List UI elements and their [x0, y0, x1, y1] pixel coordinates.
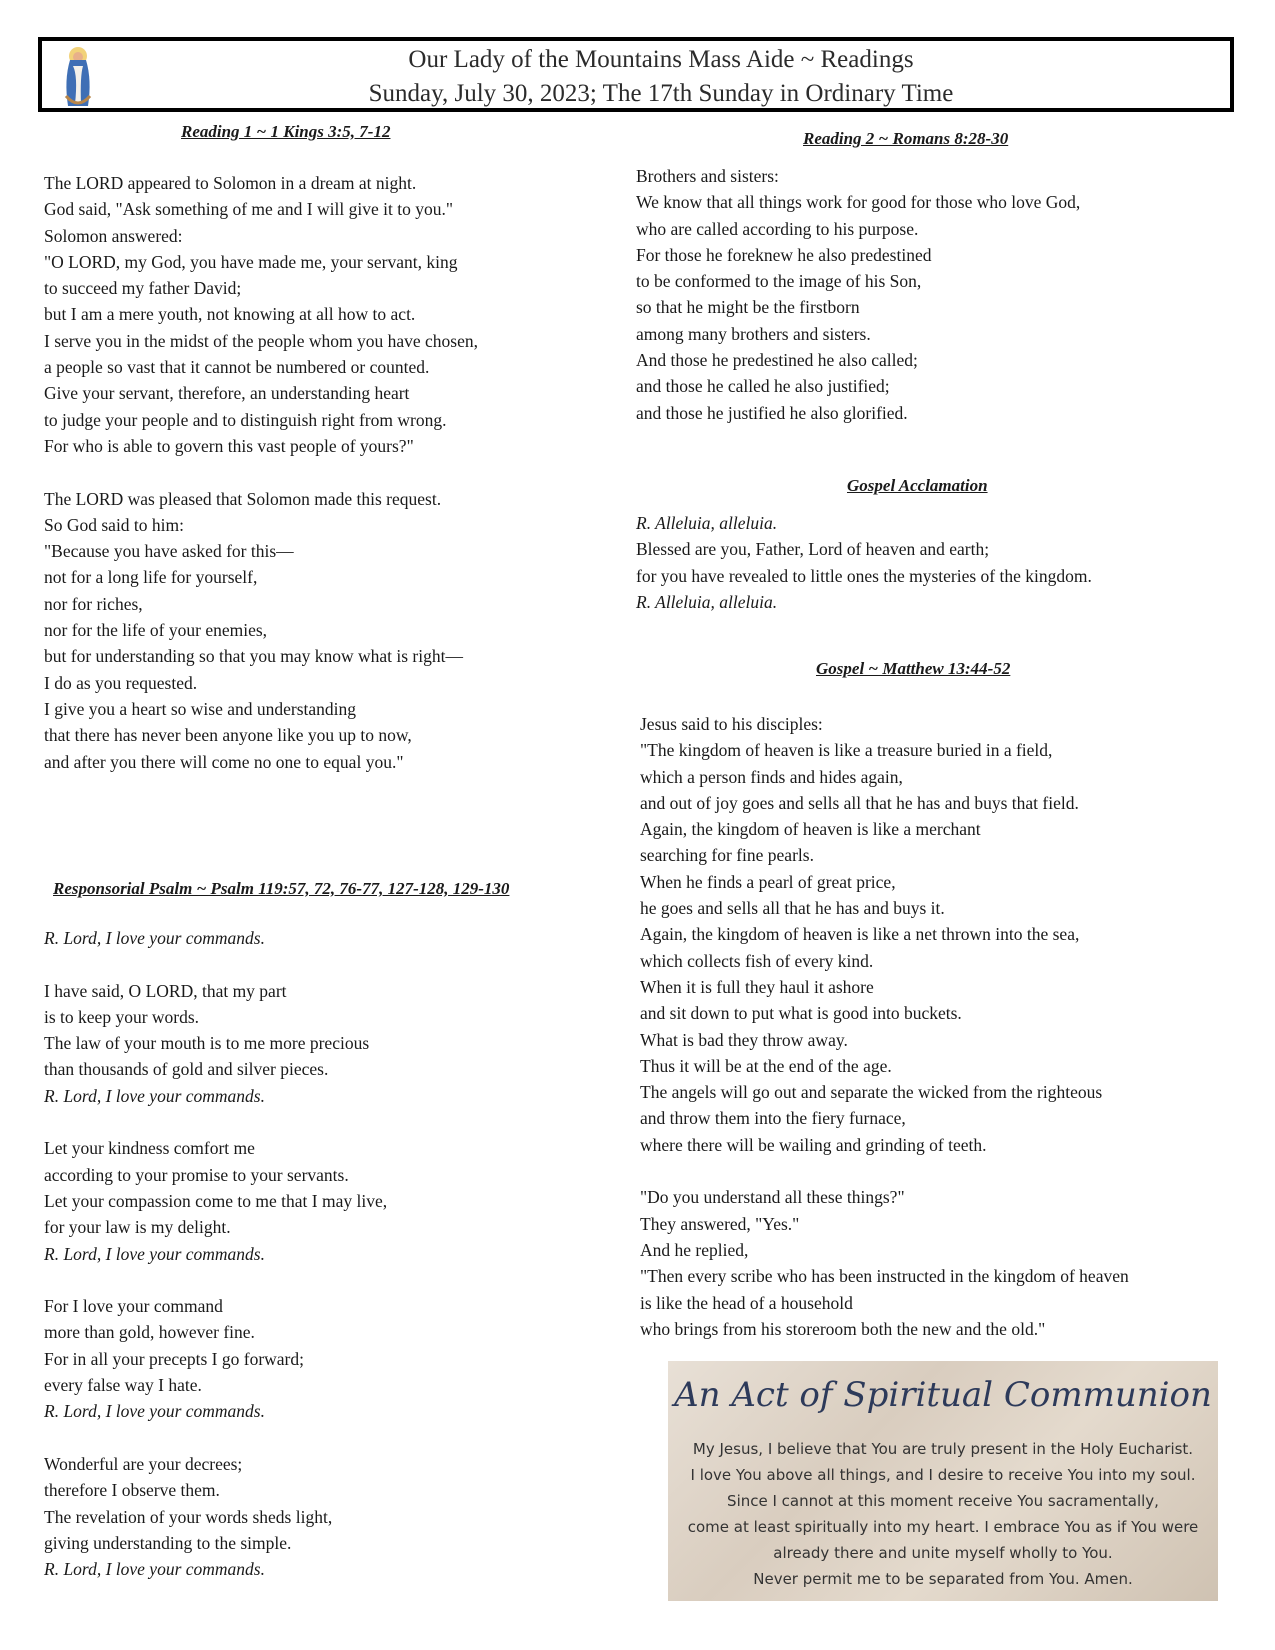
stanza-gap — [44, 1109, 387, 1135]
psalm-response: R. Lord, I love your commands. — [44, 1559, 265, 1580]
text-line: nor for riches, — [44, 593, 143, 614]
text-line: The revelation of your words sheds light, — [44, 1506, 333, 1527]
text-line: "Do you understand all these things?" — [640, 1187, 905, 1208]
psalm-response: R. Lord, I love your commands. — [44, 1243, 265, 1264]
text-line: For who is able to govern this vast people of yours?" — [44, 435, 414, 456]
text-line: God said, "Ask something of me and I will give it to you." — [44, 199, 453, 220]
text-line: and those he called he also justified; — [636, 376, 890, 397]
text-line: and those he justified he also glorified. — [636, 402, 908, 423]
text-line: They answered, "Yes." — [640, 1213, 800, 1234]
text-line: to be conformed to the image of his Son, — [636, 271, 922, 292]
psalm-response: R. Lord, I love your commands. — [44, 928, 265, 948]
psalm-response: R. Lord, I love your commands. — [44, 1085, 265, 1106]
text-line: Jesus said to his disciples: — [640, 714, 823, 734]
text-line: for your law is my delight. — [44, 1217, 231, 1238]
page-header — [38, 37, 1234, 112]
text-line: therefore I observe them. — [44, 1480, 220, 1501]
text-line: Again, the kingdom of heaven is like a net thrown into the sea, — [640, 924, 1080, 945]
text-line: I serve you in the midst of the people whom you have chosen, — [44, 330, 478, 351]
text-line: Brothers and sisters: — [636, 166, 779, 186]
acclamation-text — [636, 510, 1092, 615]
text-line: who are called according to his purpose. — [636, 218, 919, 239]
header-subtitle: Sunday, July 30, 2023; The 17th Sunday in Ordinary Time — [368, 80, 954, 107]
card-body — [668, 1436, 1218, 1592]
text-line: so that he might be the firstborn — [636, 297, 860, 318]
text-line: And he replied, — [640, 1239, 749, 1260]
text-line: "O LORD, my God, you have made me, your servant, king — [44, 251, 458, 272]
reading1-heading: Reading 1 ~ 1 Kings 3:5, 7-12 — [181, 122, 391, 141]
text-line: Let your compassion come to me that I may live, — [44, 1190, 388, 1211]
text-line: to succeed my father David; — [44, 278, 242, 299]
text-line: We know that all things work for good for those who love God, — [636, 192, 1081, 213]
reading1-text — [44, 170, 478, 775]
text-line: but for understanding so that you may know what is right— — [44, 646, 463, 667]
text-line: every false way I hate. — [44, 1375, 202, 1396]
acclamation-response: R. Alleluia, alleluia. — [636, 513, 778, 533]
text-line: "The kingdom of heaven is like a treasure buried in a field, — [640, 740, 1053, 761]
psalm-heading: Responsorial Psalm ~ Psalm 119:57, 72, 76-77, 127-128, 129-130 — [53, 879, 510, 898]
text-line: And those he predestined he also called; — [636, 350, 918, 371]
text-line: The law of your mouth is to me more precious — [44, 1033, 370, 1054]
text-line: he goes and sells all that he has and buys it. — [640, 898, 945, 919]
card-line: My Jesus, I believe that You are truly present in the Holy Eucharist. — [692, 1440, 1194, 1458]
gospel-heading: Gospel ~ Matthew 13:44-52 — [816, 659, 1011, 678]
header-title: Our Lady of the Mountains Mass Aide ~ Readings — [408, 46, 914, 73]
psalm-text — [44, 925, 387, 1582]
text-line: The angels will go out and separate the wicked from the righteous — [640, 1082, 1103, 1103]
text-line: searching for fine pearls. — [640, 845, 814, 866]
text-line: and after you there will come no one to equal you." — [44, 751, 404, 772]
text-line: For I love your command — [44, 1296, 223, 1317]
text-line: and sit down to put what is good into buckets. — [640, 1003, 962, 1024]
text-line: I do as you requested. — [44, 672, 198, 693]
text-line: which collects fish of every kind. — [640, 950, 874, 971]
text-line: What is bad they throw away. — [640, 1029, 848, 1050]
text-line: than thousands of gold and silver pieces. — [44, 1059, 329, 1080]
text-line: but I am a mere youth, not knowing at all how to act. — [44, 304, 416, 325]
spiritual-communion-card — [668, 1361, 1218, 1601]
text-line: for you have revealed to little ones the mysteries of the kingdom. — [636, 565, 1092, 586]
text-line: For in all your precepts I go forward; — [44, 1348, 304, 1369]
stanza-gap — [44, 1267, 387, 1293]
acclamation-response: R. Alleluia, alleluia. — [636, 591, 778, 612]
text-line: who brings from his storeroom both the new and the old." — [640, 1318, 1046, 1339]
text-line: Wonderful are your decrees; — [44, 1453, 243, 1474]
text-line: Give your servant, therefore, an understanding heart — [44, 383, 410, 404]
reading2-text — [636, 163, 1080, 426]
card-line: Never permit me to be separated from You. Amen. — [753, 1570, 1133, 1588]
text-line: more than gold, however fine. — [44, 1322, 255, 1343]
text-line: which a person finds and hides again, — [640, 766, 903, 787]
acclamation-heading: Gospel Acclamation — [847, 476, 988, 495]
text-line: Thus it will be at the end of the age. — [640, 1055, 892, 1076]
text-line: not for a long life for yourself, — [44, 567, 258, 588]
text-line: according to your promise to your servants. — [44, 1164, 349, 1185]
stanza-gap — [44, 1425, 387, 1451]
text-line: among many brothers and sisters. — [636, 323, 871, 344]
text-line: giving understanding to the simple. — [44, 1532, 292, 1553]
card-line: come at least spiritually into my heart. I embrace You as if You were — [687, 1518, 1199, 1536]
text-line: The LORD appeared to Solomon in a dream at night. — [44, 173, 417, 193]
text-line: where there will be wailing and grinding of teeth. — [640, 1134, 987, 1155]
gospel-text — [640, 711, 1129, 1342]
text-line: to judge your people and to distinguish right from wrong. — [44, 409, 447, 430]
reading2-heading: Reading 2 ~ Romans 8:28-30 — [803, 129, 1009, 148]
text-line: nor for the life of your enemies, — [44, 620, 268, 641]
card-title: An Act of Spiritual Communion — [674, 1375, 1212, 1415]
card-line: already there and unite myself wholly to You. — [773, 1544, 1113, 1562]
text-line: "Because you have asked for this— — [44, 541, 294, 562]
text-line: a people so vast that it cannot be numbered or counted. — [44, 357, 430, 378]
text-line: The LORD was pleased that Solomon made this request. — [44, 488, 442, 509]
text-line: So God said to him: — [44, 514, 185, 535]
text-line: is to keep your words. — [44, 1006, 200, 1027]
stanza-gap — [44, 951, 387, 977]
text-line: and throw them into the fiery furnace, — [640, 1108, 906, 1129]
text-line: When he finds a pearl of great price, — [640, 871, 896, 892]
text-line: When it is full they haul it ashore — [640, 976, 874, 997]
stanza-gap — [640, 1158, 1129, 1184]
card-line: Since I cannot at this moment receive You sacramentally, — [727, 1492, 1159, 1510]
card-line: I love You above all things, and I desire to receive You into my soul. — [690, 1466, 1196, 1484]
text-line: "Then every scribe who has been instructed in the kingdom of heaven — [640, 1266, 1129, 1287]
text-line: I have said, O LORD, that my part — [44, 980, 287, 1001]
text-line: is like the head of a household — [640, 1292, 853, 1313]
text-line: Solomon answered: — [44, 225, 183, 246]
text-line: that there has never been anyone like you up to now, — [44, 725, 412, 746]
madonna-logo-icon — [58, 46, 98, 110]
text-line: and out of joy goes and sells all that he has and buys that field. — [640, 792, 1079, 813]
psalm-response: R. Lord, I love your commands. — [44, 1401, 265, 1422]
stanza-gap — [44, 459, 478, 485]
text-line: Blessed are you, Father, Lord of heaven and earth; — [636, 539, 990, 560]
text-line: I give you a heart so wise and understanding — [44, 698, 357, 719]
text-line: Again, the kingdom of heaven is like a merchant — [640, 819, 981, 840]
text-line: For those he foreknew he also predestined — [636, 244, 932, 265]
text-line: Let your kindness comfort me — [44, 1138, 255, 1159]
